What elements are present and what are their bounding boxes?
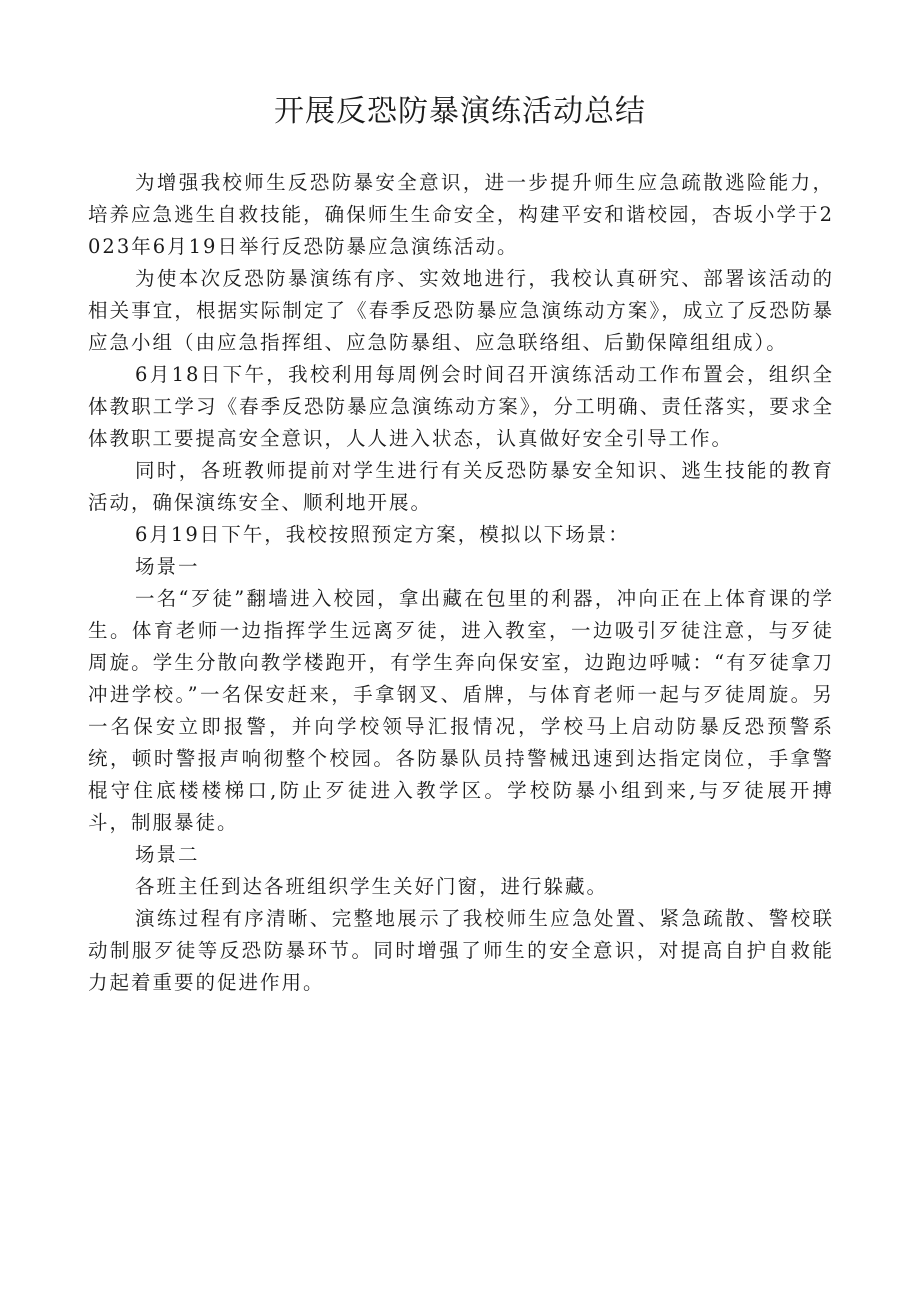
paragraph-organization: 为使本次反恐防暴演练有序、实效地进行，我校认真研究、部署该活动的相关事宜，根据实际制定了《春季反恐防暴应急演练动方案》，成立了反恐防暴应急小组（由应急指挥组、应急防暴组、应急联络组、后勤保障组组成）。 [88, 267, 834, 354]
scene-two-heading: 场景二 [135, 843, 200, 866]
paragraph-scene-two: 各班主任到达各班组织学生关好门窗，进行躲藏。 [135, 875, 609, 898]
paragraph-student-education: 同时，各班教师提前对学生进行有关反恐防暴安全知识、逃生技能的教育活动，确保演练安全、顺利地开展。 [88, 459, 834, 514]
paragraph-intro: 为增强我校师生反恐防暴安全意识，进一步提升师生应急疏散逃险能力，培养应急逃生自救技能，确保师生生命安全，构建平安和谐校园，杏坂小学于2023年6月19日举行反恐防暴应急演练活动。 [88, 171, 834, 258]
document-body [88, 167, 834, 999]
paragraph-conclusion: 演练过程有序清晰、完整地展示了我校师生应急处置、紧急疏散、警校联动制服歹徒等反恐防暴环节。同时增强了师生的安全意识，对提高自护自救能力起着重要的促进作用。 [88, 907, 834, 994]
document-title: 开展反恐防暴演练活动总结 [274, 94, 646, 129]
scene-one-heading: 场景一 [135, 555, 200, 578]
paragraph-scene-one: 一名“歹徒”翻墙进入校园，拿出藏在包里的利器，冲向正在上体育课的学生。体育老师一边指挥学生远离歹徒，进入教室，一边吸引歹徒注意，与歹徒周旋。学生分散向教学楼跑开，有学生奔向保安室，边跑边呼喊：“有歹徒拿刀冲进学校。”一名保安赶来，手拿钢叉、盾牌，与体育老师一起与歹徒周旋。另一名保安立即报警，并向学校领导汇报情况，学校马上启动防暴反恐预警系统，顿时警报声响彻整个校园。各防暴队员持警械迅速到达指定岗位，手拿警棍守住底楼楼梯口,防止歹徒进入教学区。学校防暴小组到来,与歹徒展开搏斗，制服暴徒。 [88, 587, 834, 834]
paragraph-preparation-meeting: 6月18日下午，我校利用每周例会时间召开演练活动工作布置会，组织全体教职工学习《春季反恐防暴应急演练动方案》，分工明确、责任落实，要求全体教职工要提高安全意识，人人进入状态，认真做好安全引导工作。 [88, 363, 834, 450]
paragraph-drill-date: 6月19日下午，我校按照预定方案，模拟以下场景： [135, 523, 630, 546]
